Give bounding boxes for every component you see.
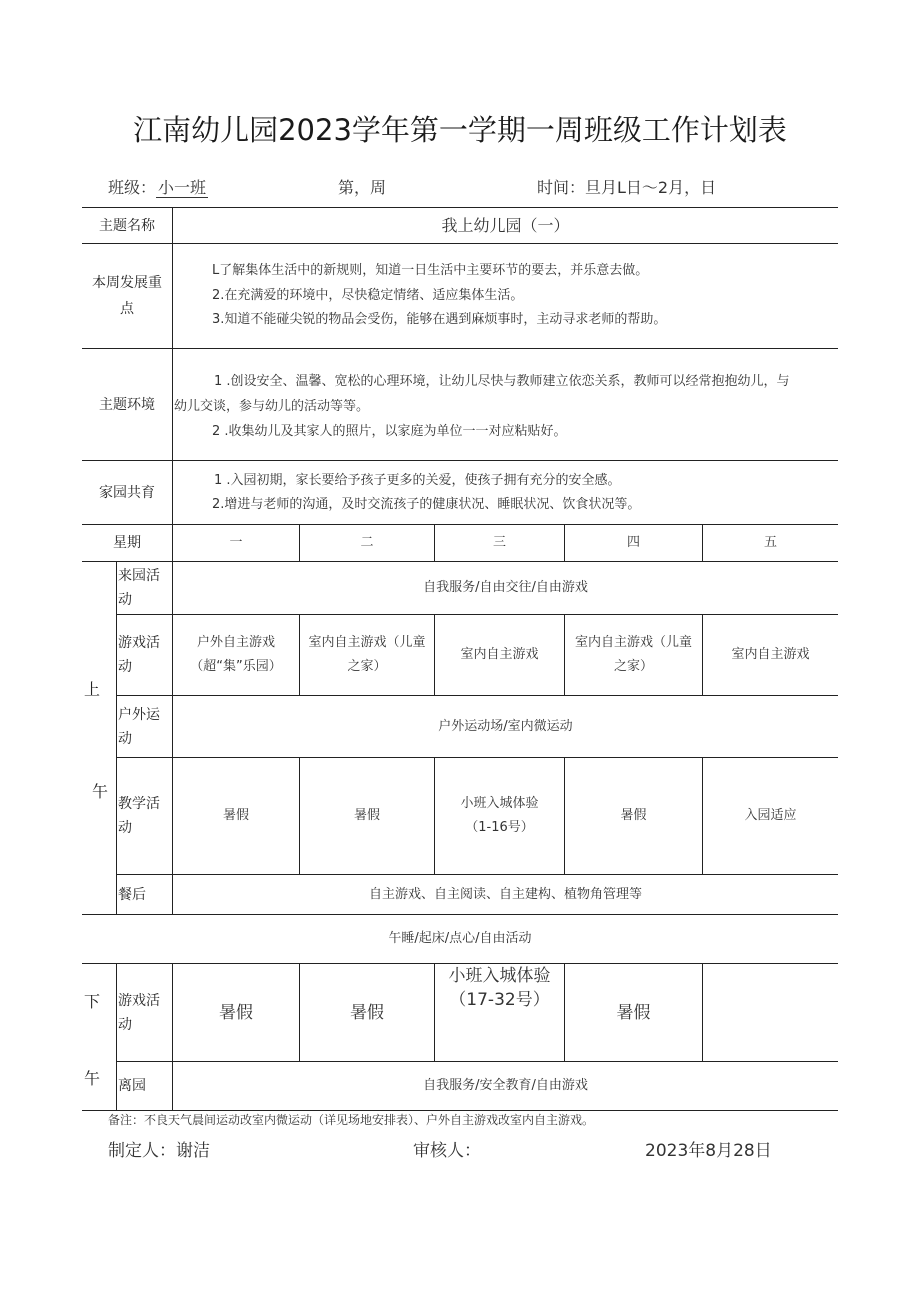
teach-label: 教学活动 bbox=[118, 796, 160, 836]
noon-value: 午睡/起床/点心/自由活动 bbox=[388, 931, 532, 946]
weekday-tue: 二 bbox=[360, 535, 374, 550]
afternoon-game-tue: 暑假 bbox=[350, 1002, 384, 1023]
arrival-label: 来园活动 bbox=[118, 568, 160, 608]
arrival-value: 自我服务/自由交往/自由游戏 bbox=[423, 580, 588, 595]
theme-name-label: 主题名称 bbox=[99, 217, 155, 234]
meal-value: 自主游戏、自主阅读、自主建构、植物角管理等 bbox=[368, 886, 642, 902]
teach-mon: 暑假 bbox=[222, 808, 249, 823]
afternoon-game-mon: 暑假 bbox=[219, 1002, 253, 1023]
page-title: 江南幼儿园2023学年第一学期一周班级工作计划表 bbox=[133, 113, 787, 147]
focus-label: 本周发展重点 bbox=[92, 275, 162, 317]
leave-value: 自我服务/安全教育/自由游戏 bbox=[423, 1078, 588, 1093]
home-label: 家园共育 bbox=[99, 484, 155, 501]
outdoor-value: 户外运动场/室内微运动 bbox=[438, 718, 573, 734]
class-label: 班级： bbox=[108, 178, 157, 197]
outdoor-label: 户外运动 bbox=[118, 706, 160, 747]
afternoon-game-thu: 暑假 bbox=[616, 1002, 651, 1023]
afternoon-game-label: 游戏活动 bbox=[118, 992, 160, 1033]
weekday-label: 星期 bbox=[113, 535, 141, 551]
game-label: 游戏活动 bbox=[118, 635, 160, 675]
game-wed: 室内自主游戏 bbox=[460, 647, 539, 662]
date: 2023年8月28日 bbox=[645, 1141, 772, 1161]
game-fri: 室内自主游戏 bbox=[731, 647, 810, 662]
weekday-thu: 四 bbox=[626, 535, 640, 550]
env-label: 主题环境 bbox=[99, 396, 155, 413]
time-field: 时间：旦月L日～2月，日 bbox=[537, 178, 717, 197]
maker: 制定人：谢洁 bbox=[108, 1141, 210, 1161]
game-thu: 室内自主游戏（儿童之家） bbox=[574, 635, 692, 674]
weekday-wed: 三 bbox=[492, 535, 506, 550]
home-item-2: 2.增进与老师的沟通，及时交流孩子的健康状况、睡眠状况、饮食状况等。 bbox=[212, 497, 641, 512]
env-item-2: 2 .收集幼儿及其家人的照片，以家庭为单位一一对应粘贴好。 bbox=[212, 424, 567, 439]
teach-thu: 暑假 bbox=[620, 808, 647, 823]
game-tue: 室内自主游戏（儿童之家） bbox=[308, 635, 426, 674]
morning-label-top: 上 bbox=[84, 680, 101, 699]
weekday-fri: 五 bbox=[763, 535, 777, 550]
teach-tue: 暑假 bbox=[353, 808, 380, 823]
afternoon-game-fri bbox=[703, 964, 838, 1061]
home-item-1: 1 .入园初期，家长要给予孩子更多的关爱，使孩子拥有充分的安全感。 bbox=[214, 473, 621, 488]
afternoon-label-top: 下 bbox=[84, 992, 101, 1011]
teach-fri: 入园适应 bbox=[744, 808, 797, 823]
env-item-1-line-1: 1 .创设安全、温馨、宽松的心理环境，让幼儿尽快与教师建立依恋关系，教师可以经常抱抱幼儿，与 bbox=[214, 374, 790, 389]
afternoon-game-wed: 小班入城体验（17-32号） bbox=[448, 966, 551, 1010]
leave-label: 离园 bbox=[118, 1078, 146, 1094]
class-field bbox=[108, 175, 208, 198]
morning-label-bottom: 午 bbox=[92, 782, 109, 801]
week-field: 第，周 bbox=[338, 178, 387, 197]
focus-item-2: 2.在充满爱的环境中，尽快稳定情绪、适应集体生活。 bbox=[212, 288, 524, 303]
focus-item-3: 3.知道不能碰尖锐的物品会受伤，能够在遇到麻烦事时，主动寻求老师的帮助。 bbox=[212, 312, 667, 327]
game-mon: 户外自主游戏（超“集”乐园） bbox=[190, 635, 282, 674]
weekday-mon: 一 bbox=[229, 535, 243, 550]
footer-note: 备注：不良天气晨间运动改室内微运动（详见场地安排表）、户外自主游戏改室内自主游戏。 bbox=[108, 1113, 595, 1127]
meal-label: 餐后 bbox=[118, 886, 146, 903]
afternoon-label-bottom: 午 bbox=[84, 1069, 101, 1088]
theme-name-value: 我上幼儿园（一） bbox=[441, 215, 570, 235]
env-item-1-line-2: 幼儿交谈，参与幼儿的活动等等。 bbox=[174, 399, 370, 414]
focus-item-1: L了解集体生活中的新规则，知道一日生活中主要环节的要去，并乐意去做。 bbox=[212, 263, 649, 278]
reviewer: 审核人： bbox=[413, 1141, 481, 1161]
teach-wed: 小班入城体验（1-16号） bbox=[460, 796, 539, 835]
class-value: 小一班 bbox=[158, 178, 207, 197]
